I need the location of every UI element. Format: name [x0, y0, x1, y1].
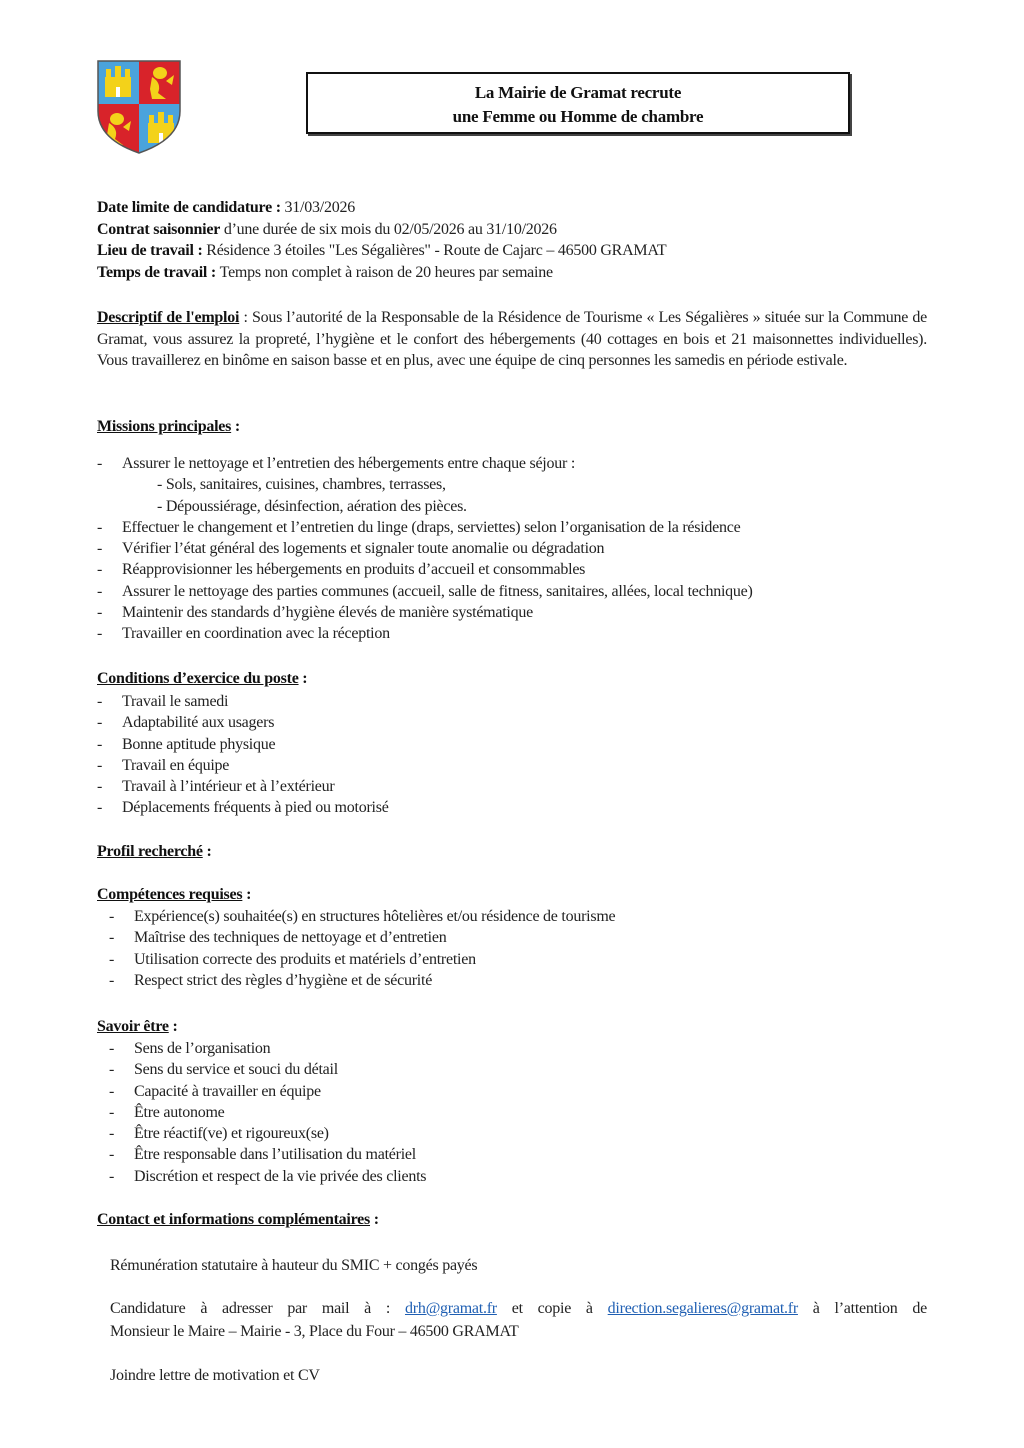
title-line-1: La Mairie de Gramat recrute	[474, 83, 682, 102]
conditions-heading: Conditions d’exercice du poste :	[97, 670, 308, 687]
list-item: - Déplacements fréquents à pied ou motorisé	[97, 797, 389, 818]
list-item: - Respect strict des règles d’hygiène et de sécurité	[109, 970, 615, 991]
list-item: - Travail à l’intérieur et à l’extérieur	[97, 776, 389, 797]
missions-list	[97, 453, 753, 645]
missions-heading: Missions principales :	[97, 418, 240, 435]
list-item: - Bonne aptitude physique	[97, 734, 389, 755]
remuneration: Rémunération statutaire à hauteur du SMIC + congés payés	[110, 1257, 478, 1274]
info-contract: Contrat saisonnier d’une durée de six mois du 02/05/2026 au 31/10/2026	[97, 221, 557, 238]
list-item: - Travailler en coordination avec la réception	[97, 623, 753, 644]
list-item: - Expérience(s) souhaitée(s) en structures hôtelières et/ou résidence de tourisme	[109, 906, 615, 927]
list-item: - Travail en équipe	[97, 755, 389, 776]
competences-heading: Compétences requises :	[97, 886, 252, 903]
info-hours: Temps de travail : Temps non complet à raison de 20 heures par semaine	[97, 264, 553, 281]
conditions-list	[97, 691, 389, 819]
list-item: - Vérifier l’état général des logements et signaler toute anomalie ou dégradation	[97, 538, 753, 559]
coat-of-arms-logo	[96, 59, 182, 155]
savoir-list	[109, 1038, 426, 1187]
email-link-drh[interactable]: drh@gramat.fr	[404, 1300, 497, 1317]
list-item: - Assurer le nettoyage et l’entretien des hébergements entre chaque séjour :	[97, 453, 753, 474]
list-item: - Être autonome	[109, 1102, 426, 1123]
list-item: - Capacité à travailler en équipe	[109, 1081, 426, 1102]
address: Monsieur le Maire – Mairie - 3, Place du Four – 46500 GRAMAT	[110, 1323, 519, 1340]
list-item: - Sens du service et souci du détail	[109, 1059, 426, 1080]
contact-heading: Contact et informations complémentaires :	[97, 1211, 379, 1228]
list-subitem: - Sols, sanitaires, cuisines, chambres, terrasses,	[157, 476, 446, 494]
list-item: - Maintenir des standards d’hygiène élevés de manière systématique	[97, 602, 753, 623]
list-item: - Utilisation correcte des produits et matériels d’entretien	[109, 949, 615, 970]
competences-list	[109, 906, 615, 991]
list-item: - Discrétion et respect de la vie privée des clients	[109, 1166, 426, 1187]
list-item: - Adaptabilité aux usagers	[97, 712, 389, 733]
email-link-direction[interactable]: direction.segalieres@gramat.fr	[607, 1300, 798, 1317]
title-line-2: une Femme ou Homme de chambre	[452, 107, 704, 126]
list-item: - Maîtrise des techniques de nettoyage et d’entretien	[109, 927, 615, 948]
list-item: - Être réactif(ve) et rigoureux(se)	[109, 1123, 426, 1144]
list-item: - Être responsable dans l’utilisation du matériel	[109, 1144, 426, 1165]
attach-documents: Joindre lettre de motivation et CV	[110, 1367, 320, 1384]
list-subitem: - Dépoussiérage, désinfection, aération des pièces.	[157, 497, 467, 515]
application-instructions: Candidature à adresser par mail à : drh@gramat.fr et copie à direction.segalieres@gramat.fr à l’attention de	[110, 1300, 928, 1317]
job-description: Descriptif de l'emploi : Sous l’autorité de la Responsable de la Résidence de Tourisme « Les Ségalières » située sur la Commune de Gramat, vous assurez la propreté, l’hygiène et le confort des hébergements (40 cottages en bois et 21 maisonnettes individuelles). Vous travaillerez en binôme en saison basse et en plus, avec une équipe de cinq personnes les samedis en période estivale.	[97, 309, 927, 369]
info-location: Lieu de travail : Résidence 3 étoiles "Les Ségalières" - Route de Cajarc – 46500 GRAMAT	[97, 242, 667, 259]
list-item: - Effectuer le changement et l’entretien du linge (draps, serviettes) selon l’organisation de la résidence	[97, 517, 753, 538]
list-item: - Assurer le nettoyage des parties communes (accueil, salle de fitness, sanitaires, allées, local technique)	[97, 581, 753, 602]
savoir-heading: Savoir être :	[97, 1018, 178, 1035]
page-title	[306, 72, 850, 134]
profil-heading: Profil recherché :	[97, 843, 212, 860]
list-item: - Réapprovisionner les hébergements en produits d’accueil et consommables	[97, 559, 753, 580]
list-item: - Travail le samedi	[97, 691, 389, 712]
list-item: - Sens de l’organisation	[109, 1038, 426, 1059]
info-deadline: Date limite de candidature : 31/03/2026	[97, 199, 355, 216]
